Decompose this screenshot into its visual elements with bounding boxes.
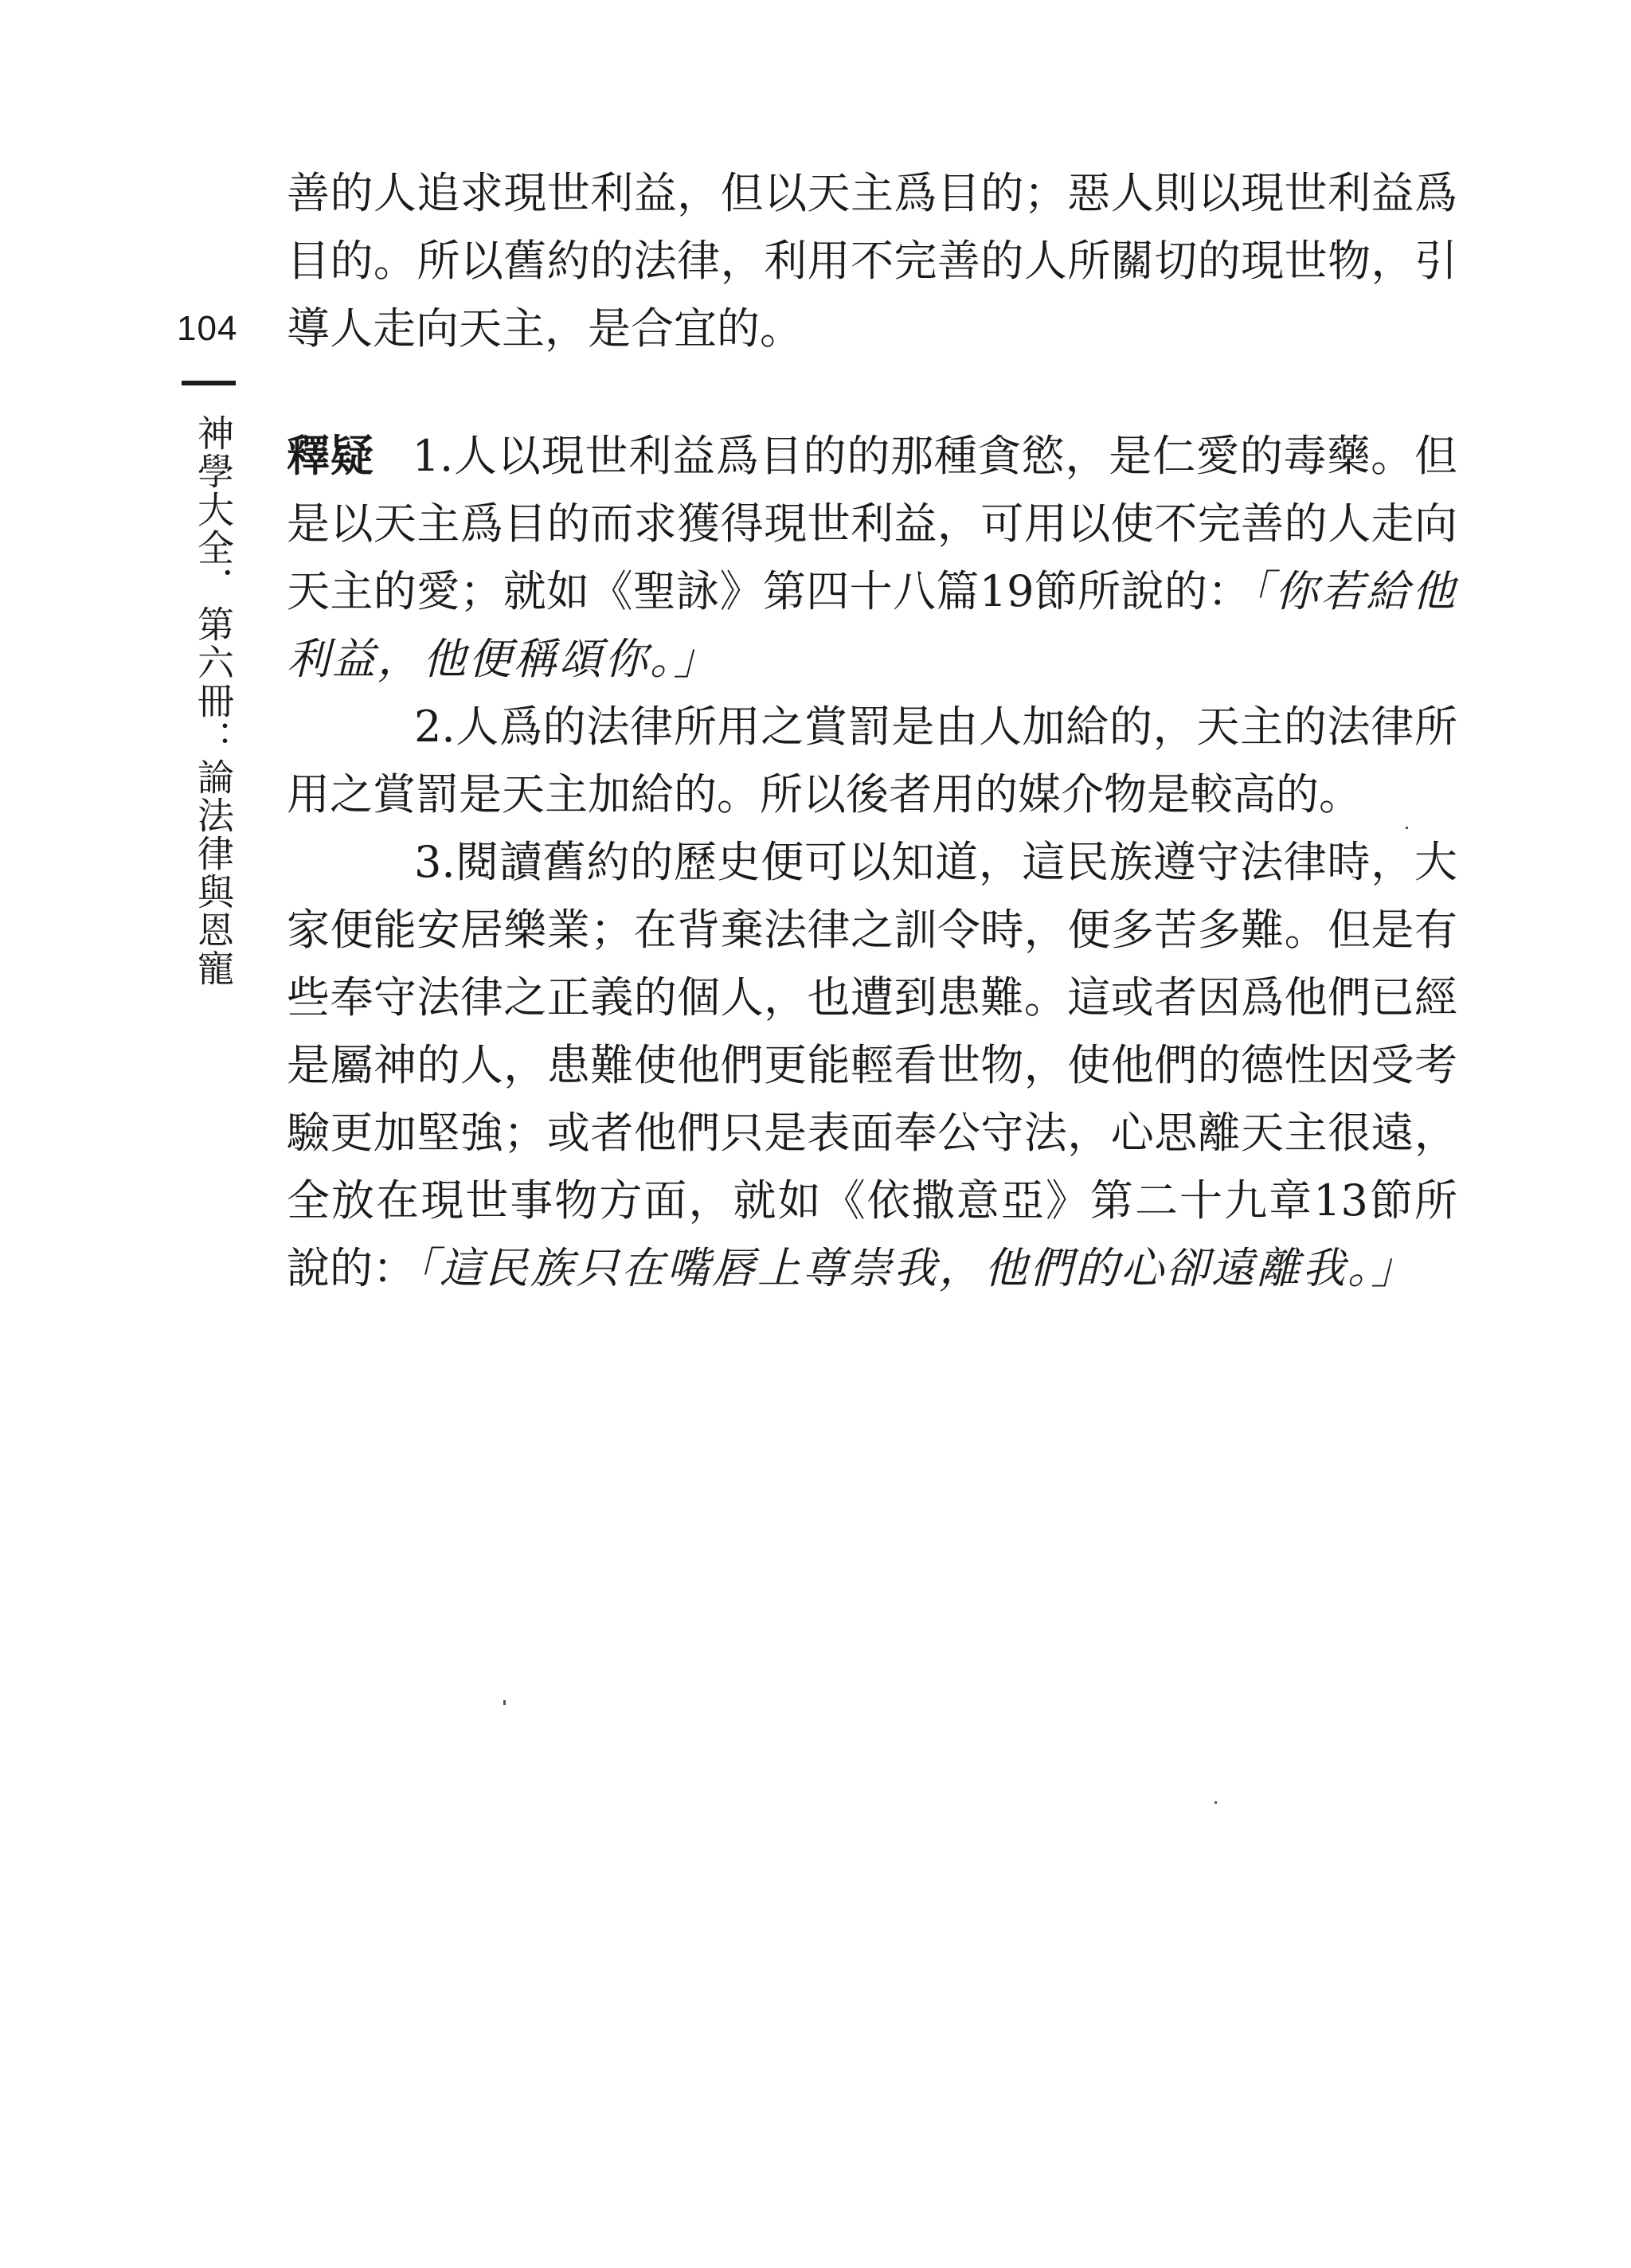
page-number: 104 [177, 309, 238, 348]
scan-speck [1406, 827, 1408, 829]
running-title: 神學大全．第六冊：論法律與恩寵 [192, 414, 235, 987]
reply-paragraph-2: 2.人爲的法律所用之賞罰是由人加給的，天主的法律所用之賞罰是天主加給的。所以後者用的媒介物是較高的。 [287, 702, 1457, 819]
reply-3-text: 3.閱讀舊約的歷史便可以知道，這民族遵守法律時，大家便能安居樂業；在背棄法律之訓令時，便多苦多難。但是有些奉守法律之正義的個人，也遭到患難。這或者因爲他們已經是屬神的人，患難使他們更能輕看世物，使他們的德性因受考驗更加堅強；或者他們只是表面奉公守法，心思離天主很遠，全放在現世事物方面，就如《依撒意亞》第二十九章13節所說的： [287, 837, 1457, 1293]
reply-3-quote: 「這民族只在嘴唇上尊崇我，他們的心卻遠離我。」 [416, 1243, 1417, 1293]
scan-speck [1214, 1801, 1217, 1804]
body-text [287, 159, 1457, 1302]
reply-1-quote: 「你若給他利益，他便稱頌你。」 [287, 566, 1458, 684]
margin-rule [182, 381, 236, 385]
reply-paragraph-1 [287, 422, 1457, 693]
intro-paragraph: 善的人追求現世利益，但以天主爲目的；惡人則以現世利益爲目的。所以舊約的法律，利用不完善的人所關切的現世物，引導人走向天主，是合宜的。 [287, 168, 1457, 354]
reply-paragraph-3 [287, 828, 1457, 1302]
reply-label: 釋疑 [287, 430, 374, 481]
reply-1-text: 1.人以現世利益爲目的的那種貪慾，是仁愛的毒藥。但是以天主爲目的而求獲得現世利益，可用以使不完善的人走向天主的愛；就如《聖詠》第四十八篇19節所說的： [287, 431, 1457, 616]
scan-speck [503, 1700, 506, 1705]
